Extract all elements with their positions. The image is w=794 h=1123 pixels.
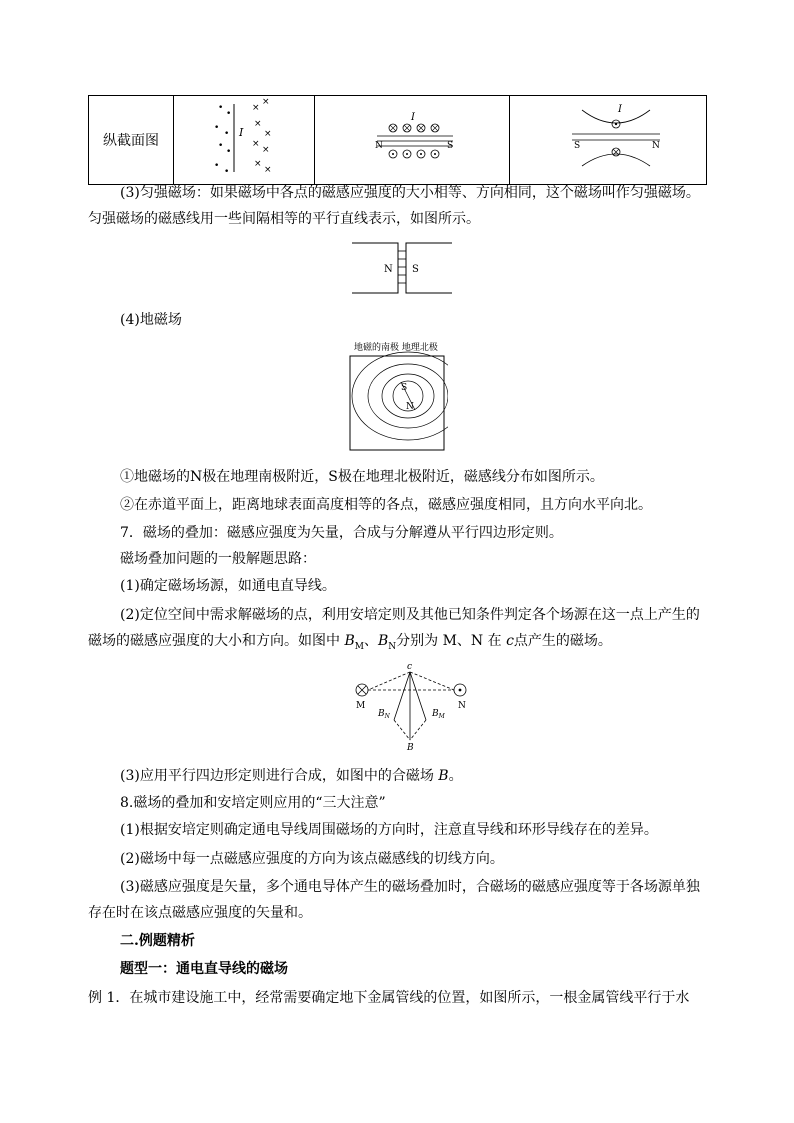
earth-magnetic-field-diagram xyxy=(346,340,448,452)
uniform-field-definition: (3)匀强磁场：如果磁场中各点的磁感应强度的大小相等、方向相同，这个磁场叫作匀强磁场。 xyxy=(120,185,700,201)
svg-text:•: • xyxy=(224,167,230,177)
svg-text:•: • xyxy=(226,109,232,119)
bm-label: $B_M$ xyxy=(432,709,445,720)
north-pole-label: N xyxy=(384,264,393,275)
note-3: (3)磁感应强度是矢量，多个通电导体产生的磁场叠加时，合磁场的磁感应强度等于各场源单独 xyxy=(120,879,700,895)
section-heading-earth-field: (4)地磁场 xyxy=(120,312,182,328)
table-row xyxy=(89,96,707,185)
svg-text:×: × xyxy=(262,97,270,107)
field-cross-section-table xyxy=(88,95,707,185)
north-pole-label: N xyxy=(375,141,383,151)
bn-label: $B_N$ xyxy=(378,709,390,720)
step-2: (2)定位空间中需求解磁场的点，利用安培定则及其他已知条件判定各个场源在这一点上产生的 xyxy=(120,607,700,623)
svg-text:×: × xyxy=(254,159,262,169)
solenoid-field-diagram xyxy=(315,96,509,180)
straight-wire-cell xyxy=(174,96,315,185)
earth-field-note-1: ①地磁场的N极在地理南极附近，S极在地理北极附近，磁感线分布如图所示。 xyxy=(120,469,604,485)
note-2: (2)磁场中每一点磁感应强度的方向为该点磁感线的切线方向。 xyxy=(120,851,504,867)
svg-text:×: × xyxy=(262,145,270,155)
row-label: 纵截面图 xyxy=(89,96,174,185)
svg-text:×: × xyxy=(252,103,260,113)
svg-text:×: × xyxy=(264,129,272,139)
step-3: (3)应用平行四边形定则进行合成，如图中的合磁场 B。 xyxy=(120,768,463,784)
north-pole-label: N xyxy=(406,402,414,412)
ring-current-cell xyxy=(510,96,707,185)
superposition-diagram xyxy=(350,660,472,752)
svg-text:•: • xyxy=(226,147,232,157)
svg-text:•: • xyxy=(218,103,224,113)
step-1: (1)确定磁场场源，如通电直导线。 xyxy=(120,578,336,594)
south-pole-label: S xyxy=(574,141,581,151)
straight-wire-field-diagram xyxy=(174,96,314,180)
section-heading-examples: 二.例题精析 xyxy=(120,933,195,949)
svg-text:×: × xyxy=(254,119,262,129)
current-label: I xyxy=(411,112,415,123)
superposition-heading: 7．磁场的叠加：磁感应强度为矢量，合成与分解遵从平行四边形定则。 xyxy=(120,525,563,541)
earth-field-caption: 地磁的南极 地理北极 xyxy=(354,343,438,353)
current-label: I xyxy=(618,104,622,115)
uniform-field-description: 匀强磁场的磁感线用一些间隔相等的平行直线表示，如图所示。 xyxy=(88,211,480,227)
earth-field-note-2: ②在赤道平面上，距离地球表面高度相等的各点，磁感应强度相同，且方向水平向北。 xyxy=(120,497,652,513)
svg-text:•: • xyxy=(224,129,230,139)
svg-text:×: × xyxy=(264,165,272,175)
south-pole-label: S xyxy=(412,264,419,275)
svg-text:•: • xyxy=(214,123,220,133)
south-pole-label: S xyxy=(401,383,408,393)
uniform-field-diagram xyxy=(352,242,452,294)
svg-text:×: × xyxy=(252,139,260,149)
question-type-heading: 题型一：通电直导线的磁场 xyxy=(120,961,288,977)
svg-text:•: • xyxy=(218,141,224,151)
north-pole-label: N xyxy=(652,141,660,151)
south-pole-label: S xyxy=(447,141,454,151)
point-c-label: c xyxy=(407,662,413,672)
solenoid-cell xyxy=(315,96,510,185)
example-1-text: 例 1．在城市建设施工中，经常需要确定地下金属管线的位置，如图所示，一根金属管线平行于水 xyxy=(88,990,690,1006)
ring-current-field-diagram xyxy=(510,96,706,180)
wire-m-label: M xyxy=(356,701,366,711)
step-2-continued: 磁场的磁感应强度的大小和方向。如图中 $B_M$、$B_N$分别为 M、N 在 c点产生的磁场。 xyxy=(88,633,612,652)
note-1: (1)根据安培定则确定通电导线周围磁场的方向时，注意直导线和环形导线存在的差异。 xyxy=(120,822,658,838)
note-3-continued: 存在时在该点磁感应强度的矢量和。 xyxy=(88,905,312,921)
three-notes-heading: 8.磁场的叠加和安培定则应用的“三大注意” xyxy=(120,795,386,811)
wire-n-label: N xyxy=(458,701,466,711)
solving-approach: 磁场叠加问题的一般解题思路： xyxy=(120,551,316,567)
resultant-b-label: B xyxy=(407,743,414,752)
svg-text:•: • xyxy=(214,161,220,171)
current-label: I xyxy=(239,126,244,139)
